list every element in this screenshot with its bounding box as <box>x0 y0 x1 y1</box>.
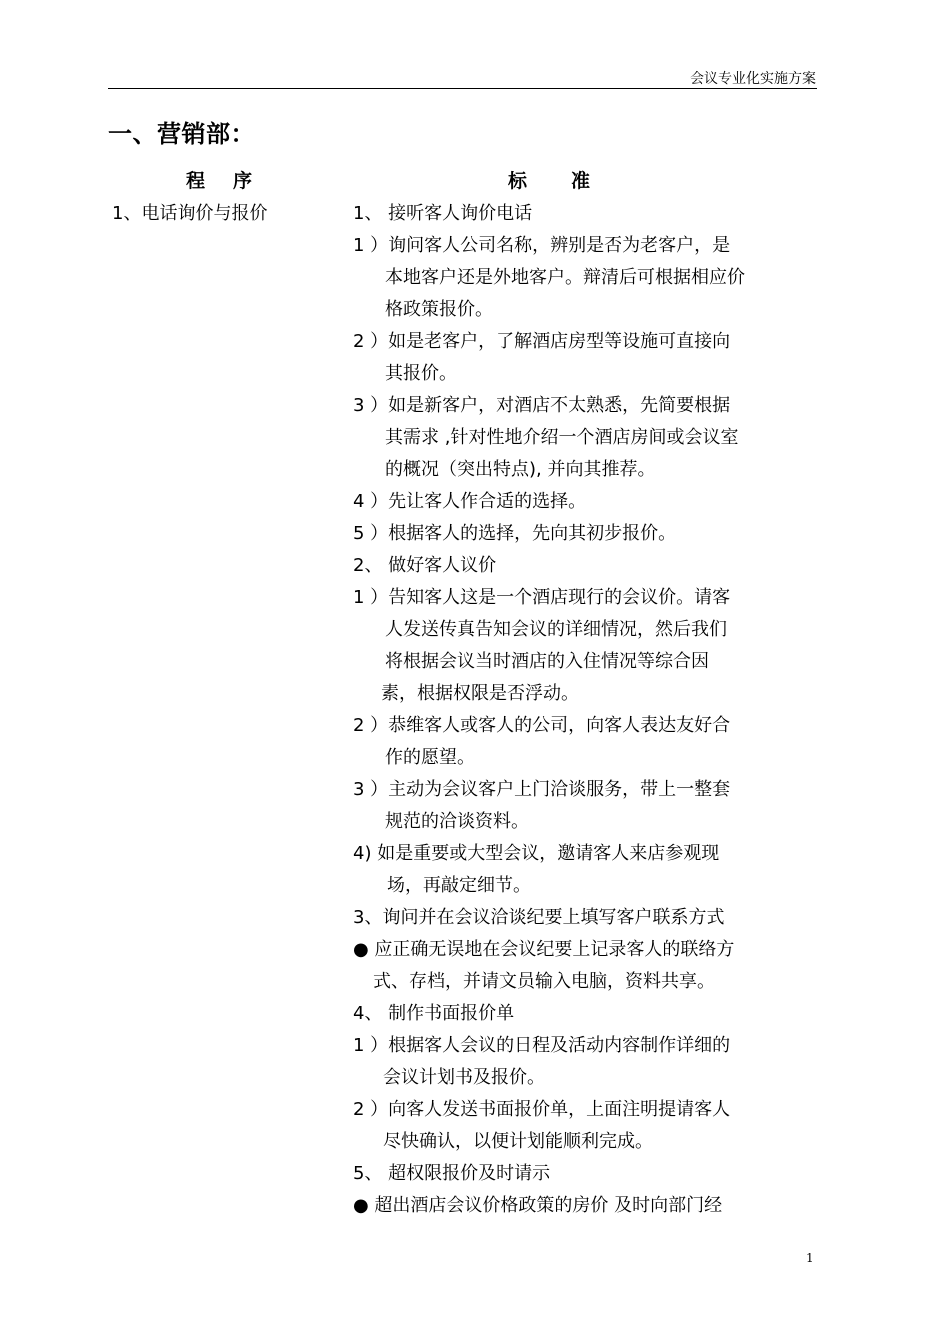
standard-line: 4 ）先让客人作合适的选择。 <box>353 491 587 512</box>
standard-line: 1、 接听客人询价电话 <box>353 203 533 224</box>
standard-line: 2、 做好客人议价 <box>353 555 497 576</box>
standard-line: 5 ）根据客人的选择，先向其初步报价。 <box>353 523 677 544</box>
standard-line: 作的愿望。 <box>385 747 475 768</box>
standard-line: 1 ）告知客人这是一个酒店现行的会议价。请客 <box>353 587 731 608</box>
standard-line: ● 超出酒店会议价格政策的房价 及时向部门经 <box>353 1195 723 1216</box>
header-divider <box>108 88 817 89</box>
standards-list <box>353 198 783 1222</box>
standard-line: 式、存档，并请文员输入电脑，资料共享。 <box>373 971 715 992</box>
standard-line: 场，再敲定细节。 <box>387 875 531 896</box>
column-header-standard: 标准 <box>508 170 635 192</box>
standard-line: 2 ）如是老客户，了解酒店房型等设施可直接向 <box>353 331 731 352</box>
standard-line: 本地客户还是外地客户。辩清后可根据相应价 <box>385 267 745 288</box>
standard-line: 尽快确认，以便计划能顺利完成。 <box>383 1131 653 1152</box>
standard-line: 其需求 ,针对性地介绍一个酒店房间或会议室 <box>385 427 739 448</box>
running-header-title: 会议专业化实施方案 <box>690 71 816 87</box>
standard-line: 3 ）主动为会议客户上门洽谈服务，带上一整套 <box>353 779 731 800</box>
standard-line: 格政策报价。 <box>385 299 493 320</box>
standard-line: 会议计划书及报价。 <box>383 1067 545 1088</box>
standard-line: 1 ）根据客人会议的日程及活动内容制作详细的 <box>353 1035 731 1056</box>
section-title: 一、营销部： <box>108 120 255 148</box>
standard-line: 4) 如是重要或大型会议，邀请客人来店参观现 <box>353 843 720 864</box>
standard-line: 1 ）询问客人公司名称，辨别是否为老客户，是 <box>353 235 731 256</box>
standard-line: 将根据会议当时酒店的入住情况等综合因 <box>385 651 709 672</box>
standard-line: 3 ）如是新客户，对酒店不太熟悉，先简要根据 <box>353 395 731 416</box>
standard-line: 其报价。 <box>385 363 457 384</box>
standard-line: 的概况（突出特点), 并向其推荐。 <box>385 459 656 480</box>
standard-line: ● 应正确无误地在会议纪要上记录客人的联络方 <box>353 939 735 960</box>
standard-line: 4、 制作书面报价单 <box>353 1003 515 1024</box>
procedure-item: 1、电话询价与报价 <box>112 203 268 224</box>
column-header-procedure: 程序 <box>186 170 281 192</box>
standard-line: 人发送传真告知会议的详细情况，然后我们 <box>385 619 727 640</box>
standard-line: 规范的洽谈资料。 <box>385 811 529 832</box>
standard-line: 素，根据权限是否浮动。 <box>381 683 579 704</box>
standard-line: 2 ）向客人发送书面报价单，上面注明提请客人 <box>353 1099 731 1120</box>
page-number: 1 <box>806 1251 814 1265</box>
standard-line: 5、 超权限报价及时请示 <box>353 1163 551 1184</box>
standard-line: 2 ）恭维客人或客人的公司，向客人表达友好合 <box>353 715 731 736</box>
standard-line: 3、询问并在会议洽谈纪要上填写客户联系方式 <box>353 907 725 928</box>
